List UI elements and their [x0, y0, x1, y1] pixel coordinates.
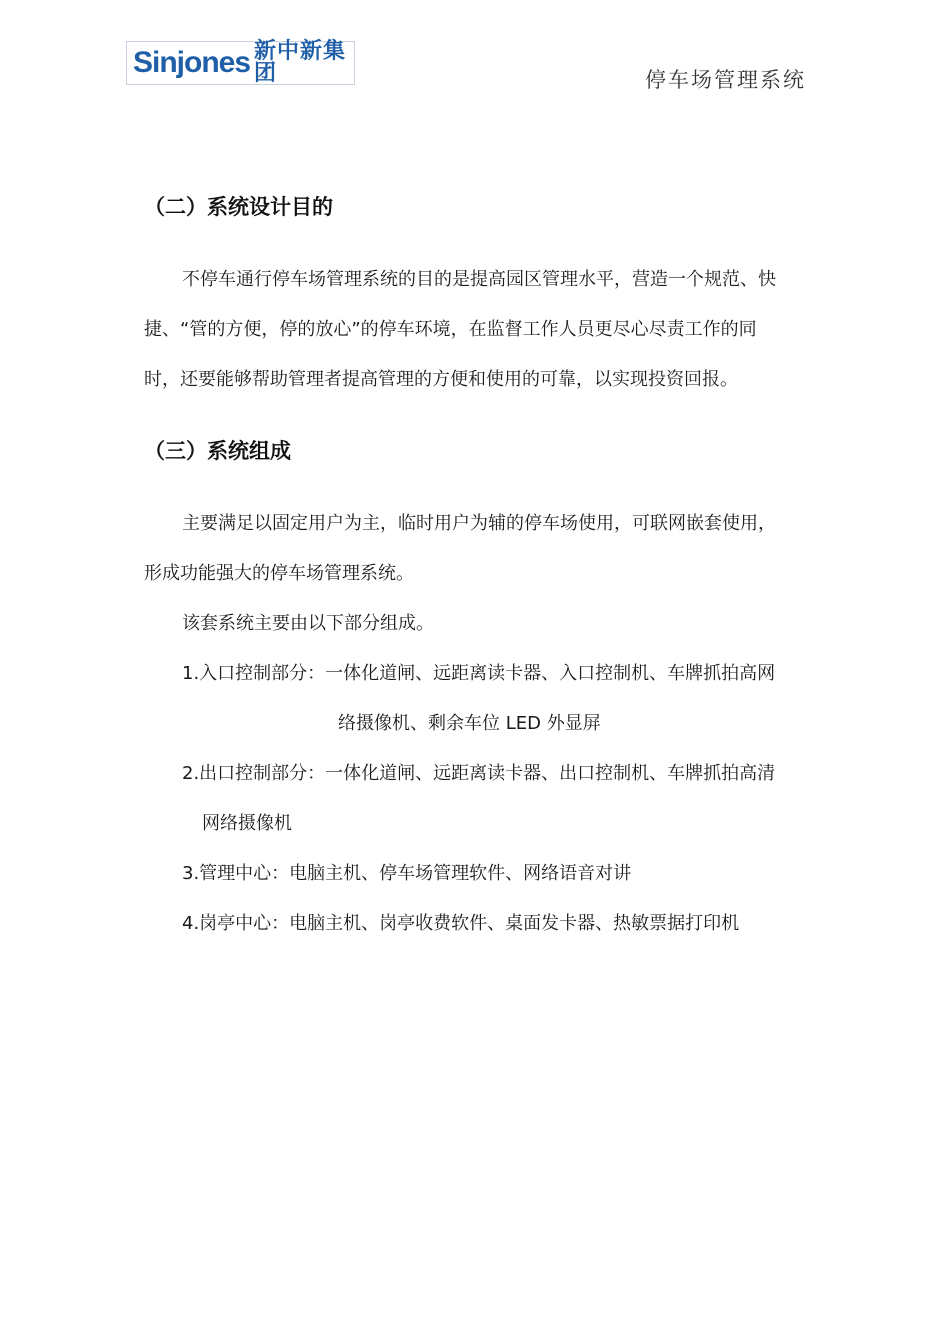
paragraph-line: 主要满足以固定用户为主，临时用户为辅的停车场使用，可联网嵌套使用， — [182, 513, 776, 534]
paragraph-line: 时，还要能够帮助管理者提高管理的方便和使用的可靠，以实现投资回报。 — [144, 369, 738, 390]
company-logo — [126, 41, 355, 85]
logo-text-en: Sinjones — [133, 46, 251, 79]
list-item-exit-continued: 网络摄像机 — [202, 813, 292, 834]
paragraph-line: 该套系统主要由以下部分组成。 — [182, 613, 434, 634]
paragraph-line: 形成功能强大的停车场管理系统。 — [144, 563, 414, 584]
paragraph-line: 不停车通行停车场管理系统的目的是提高园区管理水平，营造一个规范、快 — [182, 269, 776, 290]
list-item-management-center: 3.管理中心：电脑主机、停车场管理软件、网络语音对讲 — [182, 863, 632, 884]
document-header-title: 停车场管理系统 — [645, 68, 806, 92]
list-item-entrance: 1.入口控制部分：一体化道闸、远距离读卡器、入口控制机、车牌抓拍高网 — [182, 663, 776, 684]
paragraph-line: 捷、“管的方便，停的放心”的停车环境，在监督工作人员更尽心尽责工作的同 — [144, 319, 757, 340]
section-heading-composition: （三）系统组成 — [144, 439, 291, 463]
list-item-entrance-continued: 络摄像机、剩余车位 LED 外显屏 — [338, 713, 601, 734]
list-item-booth-center: 4.岗亭中心：电脑主机、岗亭收费软件、桌面发卡器、热敏票据打印机 — [182, 913, 740, 934]
section-heading-design-goal: （二）系统设计目的 — [144, 195, 333, 219]
logo-text-cn: 新中新集团 — [254, 39, 347, 86]
list-item-exit: 2.出口控制部分：一体化道闸、远距离读卡器、出口控制机、车牌抓拍高清 — [182, 763, 776, 784]
